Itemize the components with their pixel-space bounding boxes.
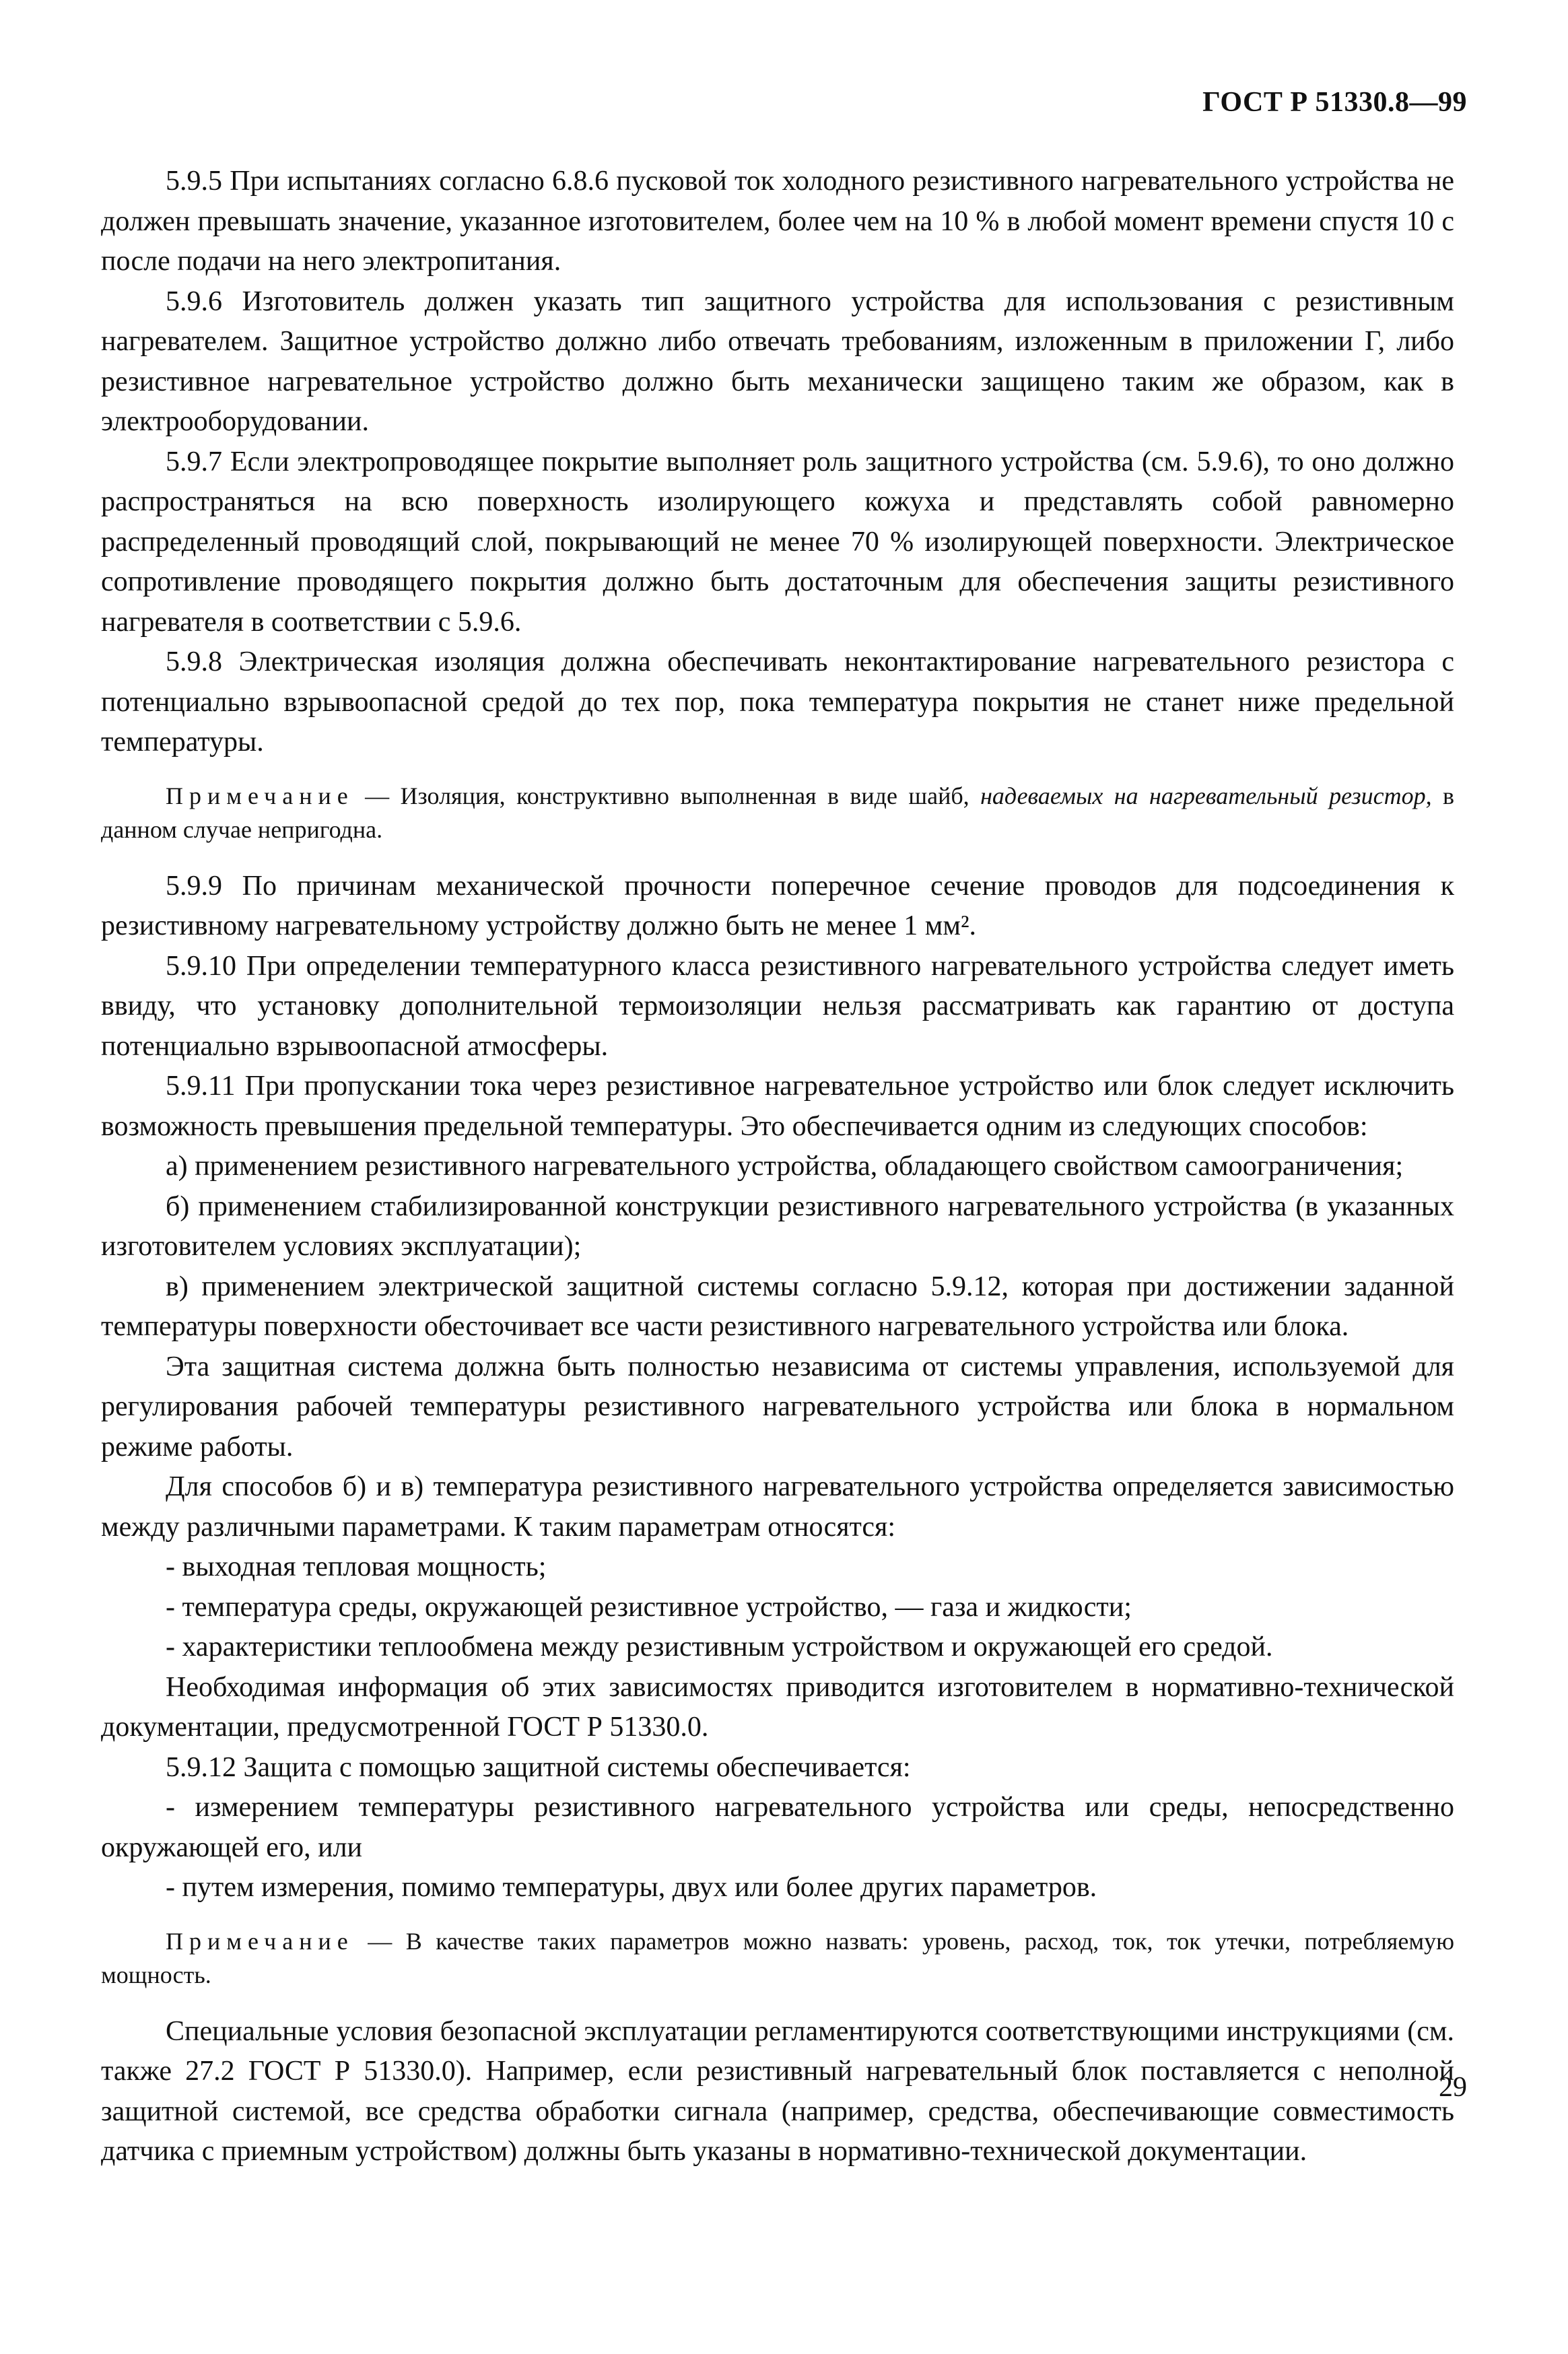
dash-item-4: - измерением температуры резистивного нагревательного устройства или среды, непосредственно окружающей его, или — [101, 1792, 1454, 1863]
clause-5-9-11: 5.9.11 При пропускании тока через резистивное нагревательное устройство или блок следует исключить возможность превышения предельной температуры. Это обеспечивается одним из следующих способов: — [101, 1071, 1454, 1142]
protection-system-paragraph: Эта защитная система должна быть полностью независима от системы управления, используемой для регулирования рабочей температуры резистивного нагревательного устройства или блока в нормальном режиме работы. — [101, 1351, 1454, 1462]
dash-item-2: - температура среды, окружающей резистивное устройство, — газа и жидкости; — [166, 1591, 1132, 1623]
note-parameters — [101, 1924, 1454, 1992]
methods-paragraph: Для способов б) и в) температура резистивного нагревательного устройства определяется зависимостью между различными параметрами. К таким параметрам относятся: — [101, 1471, 1454, 1543]
document-header: ГОСТ Р 51330.8—99 — [1202, 87, 1467, 118]
note-text-start: — Изоляция, конструктивно выполненная в виде шайб, — [353, 782, 981, 809]
dash-item-1: - выходная тепловая мощность; — [166, 1551, 547, 1582]
note-text-italic: надеваемых на нагревательный резистор, — [980, 782, 1432, 809]
note-insulation — [101, 779, 1454, 846]
list-item-b: б) применением стабилизированной конструкции резистивного нагревательного устройства (в указанных изготовителем условиях эксплуатации); — [101, 1190, 1454, 1262]
document-body — [101, 162, 1454, 2172]
note-label: Примечание — [166, 782, 354, 809]
note-text: — В качестве таких параметров можно назвать: уровень, расход, ток, ток утечки, потребляемую мощность. — [101, 1927, 1454, 1988]
page-number: 29 — [1439, 2072, 1467, 2103]
list-item-v: в) применением электрической защитной системы согласно 5.9.12, которая при достижении заданной температуры поверхности обесточивает все части резистивного нагревательного устройства или блока. — [101, 1271, 1454, 1342]
clause-5-9-8: 5.9.8 Электрическая изоляция должна обеспечивать неконтактирование нагревательного резистора с потенциально взрывоопасной средой до тех пор, пока температура покрытия не станет ниже предельной температуры. — [101, 646, 1454, 758]
note-text-end: в данном случае непригодна. — [101, 782, 1455, 843]
dash-item-5: - путем измерения, помимо температуры, двух или более других параметров. — [166, 1872, 1097, 1903]
clause-5-9-6: 5.9.6 Изготовитель должен указать тип защитного устройства для использования с резистивным нагревателем. Защитное устройство должно либо отвечать требованиям, изложенным в приложении Г, либо резистивное нагревательное устройство должно быть механически защищено таким же образом, как в электрооборудовании. — [101, 285, 1454, 437]
clause-5-9-10: 5.9.10 При определении температурного класса резистивного нагревательного устройства следует иметь ввиду, что установку дополнительной термоизоляции нельзя рассматривать как гарантию от доступа потенциально взрывоопасной атмосферы. — [101, 950, 1454, 1062]
clause-5-9-5: 5.9.5 При испытаниях согласно 6.8.6 пусковой ток холодного резистивного нагревательного устройства не должен превышать значение, указанное изготовителем, более чем на 10 % в любой момент времени спустя 10 с после подачи на него электропитания. — [101, 166, 1454, 277]
clause-5-9-12: 5.9.12 Защита с помощью защитной системы обеспечивается: — [166, 1751, 911, 1783]
note-label: Примечание — [166, 1927, 354, 1955]
clause-5-9-7: 5.9.7 Если электропроводящее покрытие выполняет роль защитного устройства (см. 5.9.6), то оно должно распространяться на всю поверхность изолирующего кожуха и представлять собой равномерно распределенный проводящий слой, покрывающий не менее 70 % изолирующей поверхности. Электрическое сопротивление проводящего покрытия должно быть достаточным для обеспечения защиты резистивного нагревателя в соответствии с 5.9.6. — [101, 446, 1454, 638]
info-paragraph: Необходимая информация об этих зависимостях приводится изготовителем в нормативно-технической документации, предусмотренной ГОСТ Р 51330.0. — [101, 1671, 1454, 1743]
clause-5-9-9: 5.9.9 По причинам механической прочности поперечное сечение проводов для подсоединения к резистивному нагревательному устройству должно быть не менее 1 мм². — [101, 870, 1454, 941]
special-conditions-paragraph: Специальные условия безопасной эксплуатации регламентируются соответствующими инструкциями (см. также 27.2 ГОСТ Р 51330.0). Например, если резистивный нагревательный блок поставляется с неполной защитной системой, все средства обработки сигнала (например, средства, обеспечивающие совместимость датчика с приемным устройством) должны быть указаны в нормативно-технической документации. — [101, 2015, 1454, 2167]
dash-item-3: - характеристики теплообмена между резистивным устройством и окружающей его средой. — [166, 1632, 1273, 1662]
list-item-a: а) применением резистивного нагревательного устройства, обладающего свойством самоограничения; — [166, 1151, 1404, 1182]
